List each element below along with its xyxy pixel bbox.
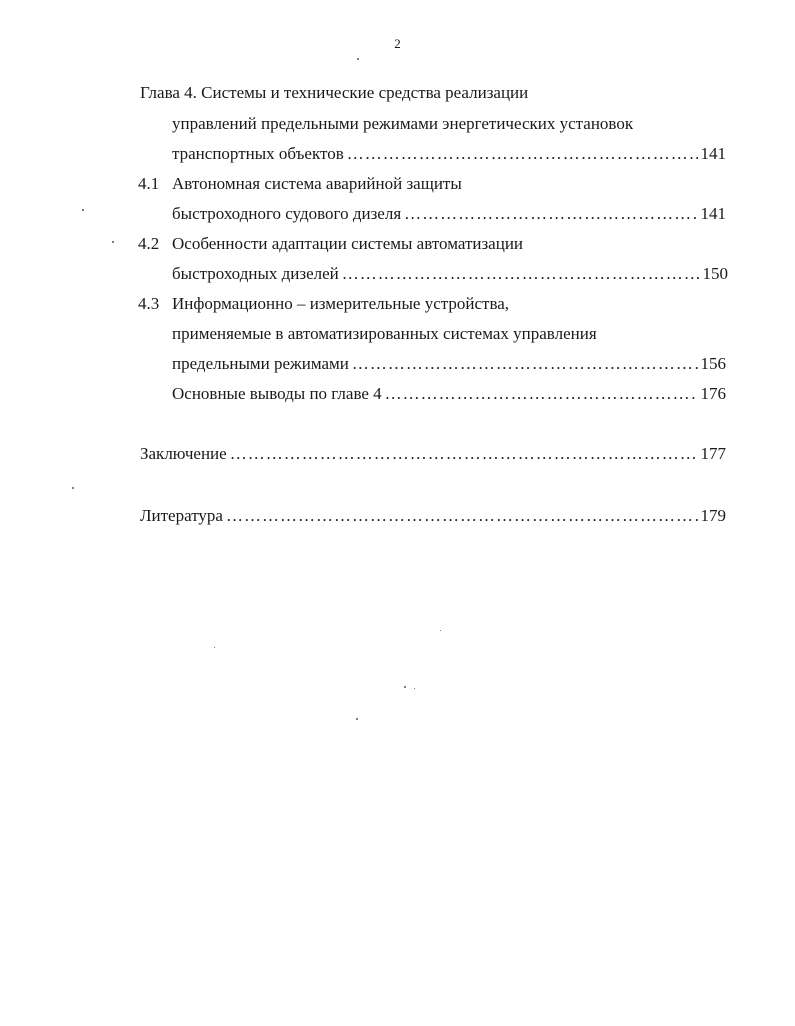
section-number: 4.1 [138,174,160,193]
section-title-line1: Особенности адаптации системы автоматизации [172,234,524,253]
chapter-title-line1: Глава 4. Системы и технические средства реализации [140,83,529,102]
dot-leader [226,506,698,526]
toc-entry-label: Заключение [140,444,227,463]
toc-entry-4-3 [172,354,726,374]
toc-page-number: 156 [700,354,726,373]
toc-entry-chapter4 [172,144,726,164]
toc-entry-conclusion [140,444,726,464]
scan-speck [82,209,84,211]
section-4-2-heading [138,234,523,254]
section-title-line2: применяемые в автоматизированных системах управления [172,324,597,343]
scan-speck [404,686,406,688]
section-4-3-heading [138,294,509,314]
dot-leader [385,384,698,404]
section-number: 4.2 [138,234,160,253]
section-4-1-heading [138,174,462,194]
page-number: 2 [394,36,401,51]
dot-leader [352,354,698,374]
scan-speck [357,58,359,60]
toc-entry-4-1 [172,204,726,224]
toc-page-number: 177 [700,444,726,463]
toc-entry-label: транспортных объектов [172,144,344,163]
toc-entry-label: предельными режимами [172,354,349,373]
toc-entry-label: Литература [140,506,223,525]
toc-page-number: 176 [700,384,726,403]
dot-leader [347,144,698,164]
chapter-title-line2: управлений предельными режимами энергетических установок [172,114,634,133]
toc-entry-label: Основные выводы по главе 4 [172,384,382,403]
section-title-line1: Автономная система аварийной защиты [172,174,462,193]
scan-speck [414,688,415,689]
scan-speck [214,647,215,648]
toc-entry-literature [140,506,726,526]
toc-page-number: 141 [700,144,726,163]
dot-leader [342,264,700,284]
toc-page-number: 141 [700,204,726,223]
toc-entry-label: быстроходного судового дизеля [172,204,402,223]
scan-speck [356,718,358,720]
toc-entry-chapter4-conclusions [172,384,726,404]
section-number: 4.3 [138,294,160,313]
section-title-line1: Информационно – измерительные устройства, [172,294,510,313]
scan-speck [112,241,114,243]
toc-entry-label: быстроходных дизелей [172,264,339,283]
scan-speck [72,487,74,489]
toc-page-number: 150 [702,264,728,283]
dot-leader [230,444,698,464]
toc-page-number: 179 [700,506,726,525]
dot-leader [404,204,697,224]
toc-entry-4-2 [172,264,728,284]
scan-speck [440,630,441,631]
